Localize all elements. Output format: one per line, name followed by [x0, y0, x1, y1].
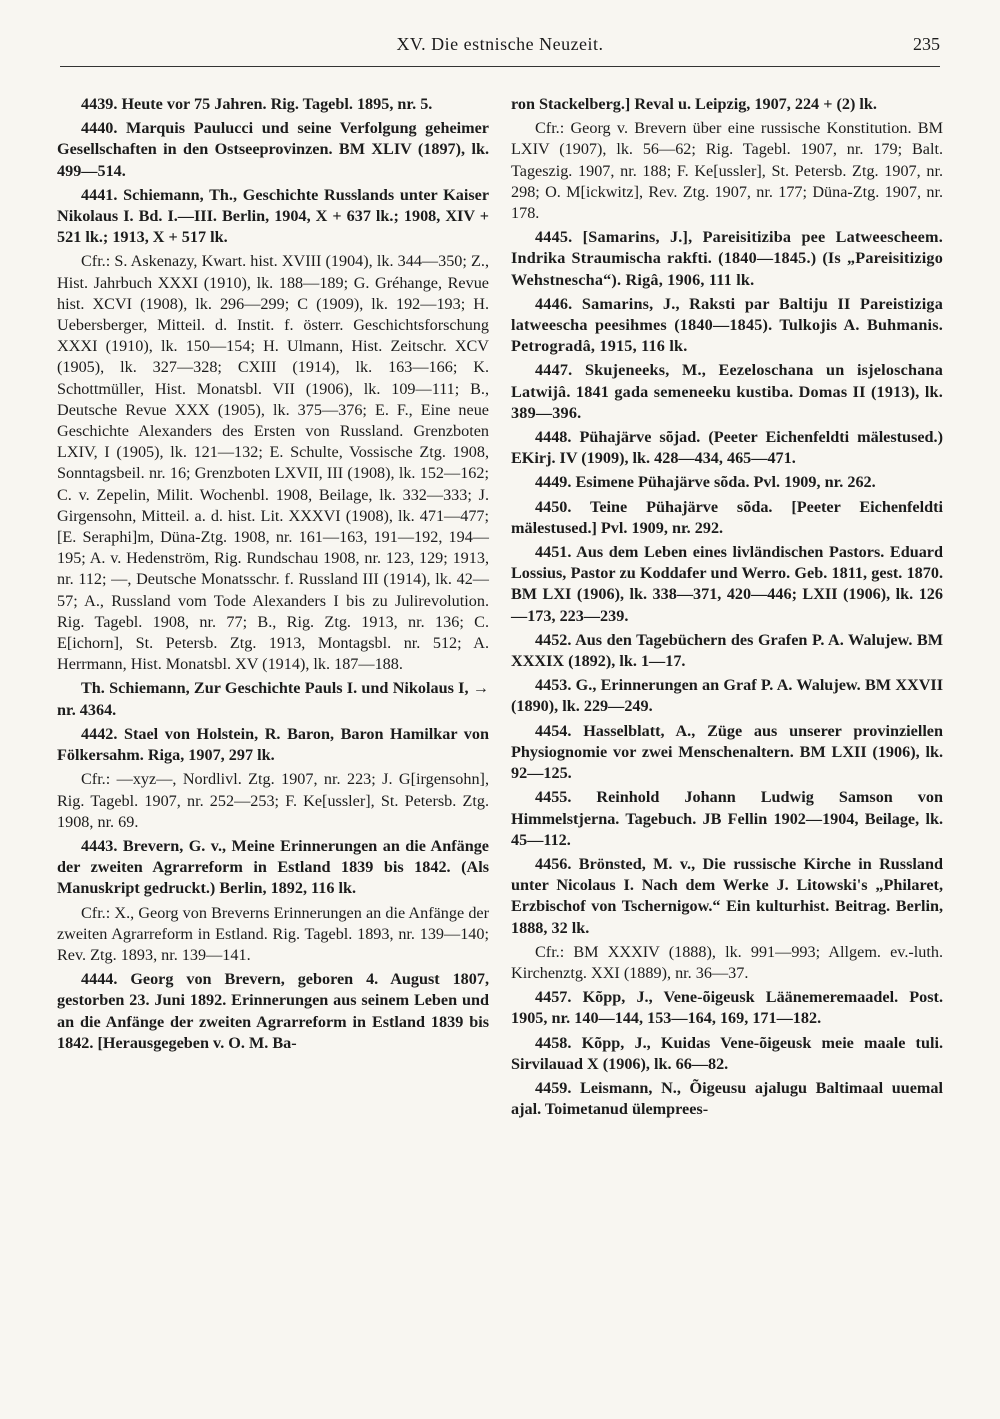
left-column	[57, 94, 489, 1057]
running-head	[60, 34, 940, 60]
entry-4449: 4449. Esimene Pühajärve sõda. Pvl. 1909, nr. 262.	[535, 473, 876, 492]
entry-4439: 4439. Heute vor 75 Jahren. Rig. Tagebl. 1895, nr. 5.	[81, 95, 433, 113]
section-title: XV. Die estnische Neuzeit.	[396, 34, 604, 54]
entry-4440: 4440. Marquis Paulucci und seine Verfolgung geheimer Gesellschaften in den Ostseeprovinzen. BM XLIV (1897), lk. 499—514.	[57, 119, 489, 180]
entry-4452: 4452. Aus den Tagebüchern des Grafen P. A. Walujew. BM XXXIX (1892), lk. 1—17.	[511, 630, 943, 671]
entry-4441: 4441. Schiemann, Th., Geschichte Russlands unter Kaiser Nikolaus I. Bd. I.—III. Berlin, 1904, X + 637 lk.; 1908, XIV + 521 lk.; 1913, X + 517 lk.	[57, 185, 489, 247]
entry-4459: 4459. Leismann, N., Õigeusu ajalugu Baltimaal uuemal ajal. Toimetanud ülemprees-	[511, 1078, 943, 1119]
entry-4448: 4448. Pühajärve sõjad. (Peeter Eichenfeldti mälestused.) EKirj. IV (1909), lk. 428—434, 465—471.	[511, 428, 943, 468]
entry-4447: 4447. Skujeneeks, M., Eezeloschana un isjeloschana Latwijâ. 1841 gada semeneeku kustiba. Domas II (1913), lk. 389—396.	[511, 361, 943, 422]
entry-4442-cfr: Cfr.: —xyz—, Nordlivl. Ztg. 1907, nr. 223; J. G[irgensohn], Rig. Tagebl. 1907, nr. 252—253; F. Ke[ussler], St. Petersb. Ztg. 1908, nr. 69.	[57, 770, 489, 831]
entry-4451: 4451. Aus dem Leben eines livländischen Pastors. Eduard Lossius, Pastor zu Koddafer und Werro. Geb. 1811, gest. 1870. BM LXI (1906), lk. 338—371, 420—446; LXII (1906), lk. 126—173, 223—239.	[511, 543, 943, 625]
entry-4444: 4444. Georg von Brevern, geboren 4. August 1807, gestorben 23. Juni 1892. Erinnerungen aus seinem Leben und an die Anfänge der zweiten Agrarreform in Estland 1839 bis 1842. [Herausgegeben v. O. M. Ba-	[57, 970, 489, 1052]
entry-4443-cfr: Cfr.: X., Georg von Breverns Erinnerungen an die Anfänge der zweiten Agrarreform in Estland. Rig. Tagebl. 1893, nr. 139—140; Rev. Ztg. 1893, nr. 139—141.	[57, 903, 489, 964]
entry-4442: 4442. Stael von Holstein, R. Baron, Baron Hamilkar von Fölkersahm. Riga, 1907, 297 lk.	[57, 724, 489, 765]
entry-4445: 4445. [Samarins, J.], Pareisitiziba pee Latweescheem. Indrika Straumischa rakfti. (1840—1845.) (Is „Pareisitizigo Wehstnescha“). Rigâ, 1906, 111 lk.	[511, 228, 943, 289]
page-number: 235	[913, 34, 940, 54]
entry-4456: 4456. Brönsted, M. v., Die russische Kirche in Russland unter Nicolaus I. Nach dem Werke J. Litowski's „Philaret, Erzbischof von Tschernigow.“ Ein kulturhist. Beitrag. Berlin, 1888, 32 lk.	[511, 854, 943, 937]
entry-4443: 4443. Brevern, G. v., Meine Erinnerungen an die Anfänge der zweiten Agrarreform in Estland 1839 bis 1842. (Als Manuskript gedruckt.) Berlin, 1892, 116 lk.	[57, 836, 489, 898]
entry-4457: 4457. Kõpp, J., Vene-õigeusk Läänemeremaadel. Post. 1905, nr. 140—144, 153—164, 169, 171—182.	[511, 988, 943, 1028]
entry-4450: 4450. Teine Pühajärve sõda. [Peeter Eichenfeldti mälestused.] Pvl. 1909, nr. 292.	[511, 497, 943, 537]
entry-4454: 4454. Hasselblatt, A., Züge aus unserer provinziellen Physiognomie vor zwei Menschenaltern. BM LXII (1906), lk. 92—125.	[511, 721, 943, 783]
entry-4441-cfr: Cfr.: S. Askenazy, Kwart. hist. XVIII (1904), lk. 344—350; Z., Hist. Jahrbuch XXXI (1910), lk. 188—189; G. Gréhange, Revue hist. XCVI (1908), lk. 296—299; C (1909), lk. 192—193; H. Uebersberger, Mitteil. d. Instit. f. österr. Geschichtsforschung XXXI (1910), lk. 150—154; H. Ulmann, Hist. Zeitschr. XCV (1905), lk. 327—328; CXIII (1914), lk. 163—166; K. Schottmüller, Hist. Monatsbl. VII (1906), lk. 109—111; B., Deutsche Revue XXX (1905), lk. 375—376; E. F., Eine neue Geschichte Alexanders des Ersten von Russland. Grenzboten LXIV, I (1905), lk. 121—132; E. Schulte, Vossische Ztg. 1908, Sonntagsbeil. nr. 16; Grenzboten LXVII, III (1908), lk. 152—162; C. v. Zepelin, Milit. Wochenbl. 1908, Beilage, lk. 332—333; J. Girgensohn, Mitteil. a. d. hist. Lit. XXXVI (1908), lk. 471—477; [E. Seraphi]m, Düna-Ztg. 1908, nr. 161—163, 191—192, 194—195; A. v. Hedenström, Rig. Rundschau 1908, nr. 123, 129; 1913, nr. 112; —, Deutsche Monatsschr. f. Russland III (1914), lk. 42—57; A., Russland vom Tode Alexanders I bis zu Julirevolution. Rig. Tagebl. 1908, nr. 77; B., Rig. Ztg. 1913, nr. 136; C. E[ichorn], St. Petersb. Ztg. 1913, Montagsbl. nr. 512; A. Herrmann, Hist. Monatsbl. XV (1914), lk. 187—188.	[57, 252, 489, 674]
right-column	[511, 94, 943, 1123]
entry-4456-cfr: Cfr.: BM XXXIV (1888), lk. 991—993; Allgem. ev.-luth. Kirchenztg. XXI (1889), nr. 36—37.	[511, 942, 943, 982]
entry-4458: 4458. Kõpp, J., Kuidas Vene-õigeusk meie maale tuli. Sirvilauad X (1906), lk. 66—82.	[511, 1033, 943, 1073]
header-rule	[60, 66, 940, 67]
entry-4453: 4453. G., Erinnerungen an Graf P. A. Walujew. BM XXVII (1890), lk. 229—249.	[511, 676, 943, 716]
entry-4446: 4446. Samarins, J., Raksti par Baltiju II Pareistiziga latweescha peesihmes (1840—1845). Tulkojis A. Buhmanis. Petrogradâ, 1915, 116 lk.	[511, 294, 943, 356]
entry-4444-cfr: Cfr.: Georg v. Brevern über eine russische Konstitution. BM LXIV (1907), lk. 56—62; Rig. Tagebl. 1907, nr. 179; Balt. Tageszig. 1907, nr. 188; F. Ke[ussler], St. Petersb. Ztg. 1907, nr. 298; O. M[ickwitz], Rev. Ztg. 1907, nr. 177; Düna-Ztg. 1907, nr. 178.	[511, 119, 943, 223]
entry-4441-see: Th. Schiemann, Zur Geschichte Pauls I. und Nikolaus I, → nr. 4364.	[57, 679, 489, 719]
entry-4455: 4455. Reinhold Johann Ludwig Samson von Himmelstjerna. Tagebuch. JB Fellin 1902—1904, Beilage, lk. 45—112.	[511, 788, 943, 849]
entry-4444-continued: ron Stackelberg.] Reval u. Leipzig, 1907, 224 + (2) lk.	[511, 95, 877, 113]
